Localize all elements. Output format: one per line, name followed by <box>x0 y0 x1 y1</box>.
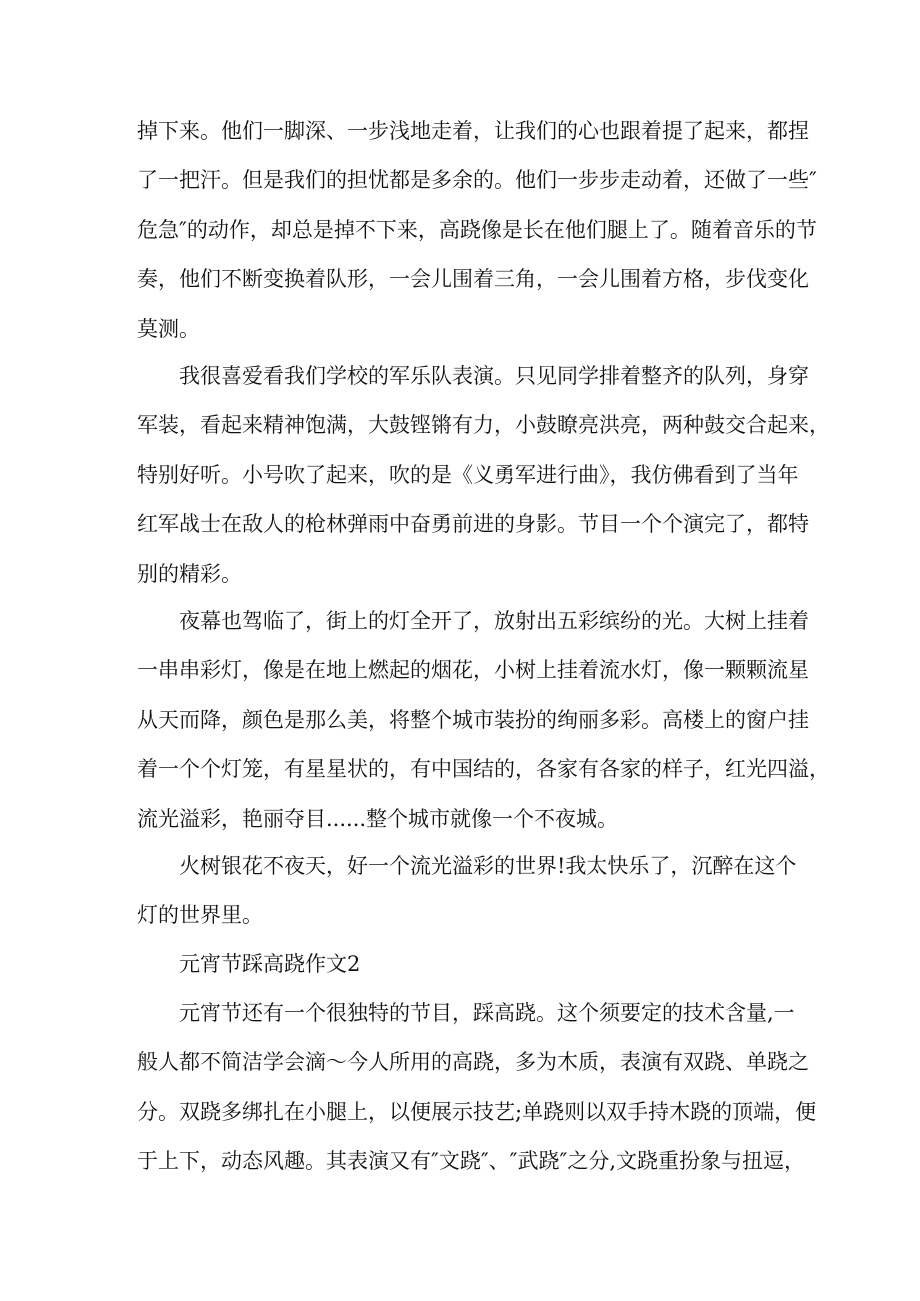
text-line: 奏，他们不断变换着队形，一会儿围着三角，一会儿围着方格，步伐变化 <box>137 267 809 291</box>
text-line: 般人都不简洁学会滴～今人所用的高跷，多为木质，表演有双跷、单跷之 <box>137 1050 809 1074</box>
text-line: 夜幕也驾临了，街上的灯全开了，放射出五彩缤纷的光。大树上挂着 <box>179 609 809 633</box>
text-line: 军装，看起来精神饱满，大鼓铿锵有力，小鼓瞭亮洪亮，两种鼓交合起来， <box>137 413 830 437</box>
section-heading: 元宵节踩高跷作文2 <box>179 952 361 976</box>
text-line: 掉下来。他们一脚深、一步浅地走着，让我们的心也跟着提了起来，都捏 <box>137 119 809 143</box>
text-line: 莫测。 <box>137 317 200 341</box>
text-line: 红军战士在敌人的枪林弹雨中奋勇前进的身影。节目一个个演完了，都特 <box>137 512 809 536</box>
text-line: 了一把汗。但是我们的担忧都是多余的。他们一步步走动着，还做了一些″ <box>137 168 817 192</box>
text-line: 流光溢彩，艳丽夺目......整个城市就像一个不夜城。 <box>137 807 619 831</box>
text-line: 着一个个灯笼，有星星状的，有中国结的，各家有各家的样子，红光四溢， <box>137 757 830 781</box>
text-line: 别的精彩。 <box>137 562 242 586</box>
text-line: 灯的世界里。 <box>137 903 263 927</box>
text-line: 火树银花不夜天，好一个流光溢彩的世界!我太快乐了，沉醉在这个 <box>179 854 797 878</box>
text-line: 从天而降，颜色是那么美，将整个城市装扮的绚丽多彩。高楼上的窗户挂 <box>137 708 809 732</box>
text-line: 一串串彩灯，像是在地上燃起的烟花，小树上挂着流水灯，像一颗颗流星 <box>137 658 809 682</box>
text-line: 我很喜爱看我们学校的军乐队表演。只见同学排着整齐的队列，身穿 <box>179 364 809 388</box>
text-line: 分。双跷多绑扎在小腿上，以便展示技艺;单跷则以双手持木跷的顶端，便 <box>137 1100 817 1124</box>
text-line: 元宵节还有一个很独特的节目，踩高跷。这个须要定的技术含量,一 <box>179 1001 795 1025</box>
text-line: 于上下，动态风趣。其表演又有″文跷″、″武跷″之分,文跷重扮象与扭逗， <box>137 1149 806 1173</box>
text-line: 危急″的动作，却总是掉不下来，高跷像是长在他们腿上了。随着音乐的节 <box>137 218 817 242</box>
text-line: 特别好听。小号吹了起来，吹的是《义勇军进行曲》，我仿佛看到了当年 <box>137 463 799 487</box>
